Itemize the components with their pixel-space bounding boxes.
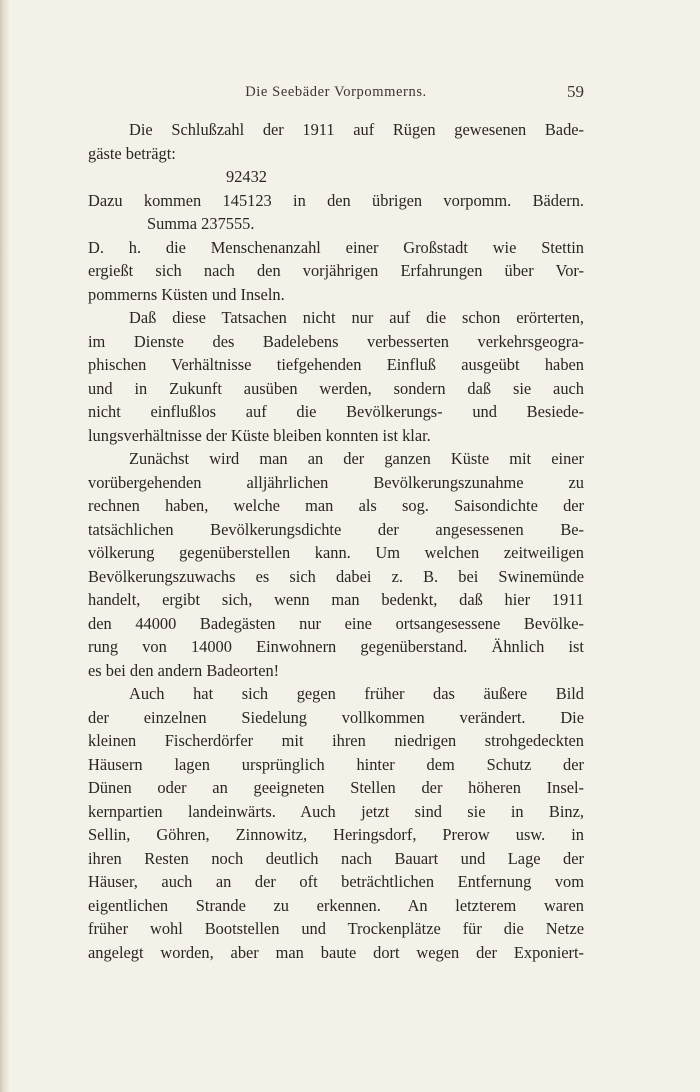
text-line: es bei den andern Badeorten! bbox=[88, 660, 280, 680]
text-line: völkerung gegenüberstellen kann. Um welchen zeitweiligen bbox=[88, 543, 584, 562]
text-line: gäste beträgt: bbox=[88, 143, 176, 163]
text-line: Sellin, Göhren, Zinnowitz, Heringsdorf, Prerow usw. in bbox=[88, 825, 584, 844]
text-line: ergießt sich nach den vorjährigen Erfahrungen über Vor- bbox=[88, 261, 584, 280]
text-line: früher wohl Bootstellen und Trockenplätze für die Netze bbox=[88, 919, 584, 938]
page-header bbox=[88, 84, 584, 106]
text-line: lungsverhältnisse der Küste bleiben konnten ist klar. bbox=[88, 425, 431, 445]
text-line: tatsächlichen Bevölkerungsdichte der angesessenen Be- bbox=[88, 519, 584, 539]
text-line: Die Schlußzahl der 1911 auf Rügen gewesenen Bade- bbox=[129, 120, 584, 139]
text-line: Daß diese Tatsachen nicht nur auf die schon erörterten, bbox=[129, 308, 584, 327]
text-line-number: 92432 bbox=[226, 167, 267, 186]
text-line: der einzelnen Siedelung vollkommen verändert. Die bbox=[88, 707, 584, 727]
text-line: eigentlichen Strande zu erkennen. An letzterem waren bbox=[88, 895, 584, 915]
text-line: vorübergehenden alljährlichen Bevölkerungszunahme zu bbox=[88, 472, 584, 492]
text-line: rechnen haben, welche man als sog. Saisondichte der bbox=[88, 496, 584, 515]
running-title: Die Seebäder Vorpommerns. bbox=[245, 84, 427, 100]
text-line: rung von 14000 Einwohnern gegenüberstand. Ähnlich ist bbox=[88, 637, 584, 656]
text-line: ihren Resten noch deutlich nach Bauart und Lage der bbox=[88, 848, 584, 868]
text-line: kleinen Fischerdörfer mit ihren niedrigen strohgedeckten bbox=[88, 731, 584, 750]
page-binding-edge bbox=[0, 0, 10, 1092]
text-line: D. h. die Menschenanzahl einer Großstadt wie Stettin bbox=[88, 237, 584, 257]
text-line: und in Zukunft ausüben werden, sondern daß sie auch bbox=[88, 378, 584, 398]
page-number: 59 bbox=[567, 82, 584, 101]
text-line: im Dienste des Badelebens verbesserten verkehrsgeogra- bbox=[88, 331, 584, 351]
text-line: Auch hat sich gegen früher das äußere Bild bbox=[129, 684, 584, 703]
text-line: handelt, ergibt sich, wenn man bedenkt, daß hier 1911 bbox=[88, 590, 584, 609]
text-line-sum: Summa 237555. bbox=[147, 214, 255, 233]
text-line: Dünen oder an geeigneten Stellen der höheren Insel- bbox=[88, 778, 584, 797]
text-line: den 44000 Badegästen nur eine ortsangesessene Bevölke- bbox=[88, 613, 584, 633]
text-line: Dazu kommen 145123 in den übrigen vorpomm. Bädern. bbox=[88, 190, 584, 210]
body-text bbox=[88, 118, 584, 964]
text-line: phischen Verhältnisse tiefgehenden Einfluß ausgeübt haben bbox=[88, 355, 584, 374]
text-line: Häusern lagen ursprünglich hinter dem Schutz der bbox=[88, 754, 584, 774]
text-line: kernpartien landeinwärts. Auch jetzt sind sie in Binz, bbox=[88, 801, 584, 821]
text-line: Zunächst wird man an der ganzen Küste mit einer bbox=[129, 449, 584, 468]
text-line: nicht einflußlos auf die Bevölkerungs- und Besiede- bbox=[88, 402, 584, 421]
text-line: angelegt worden, aber man baute dort wegen der Exponiert- bbox=[88, 942, 584, 962]
text-line: Bevölkerungszuwachs es sich dabei z. B. bei Swinemünde bbox=[88, 566, 584, 586]
text-line: pommerns Küsten und Inseln. bbox=[88, 284, 285, 304]
text-line: Häuser, auch an der oft beträchtlichen Entfernung vom bbox=[88, 872, 584, 891]
